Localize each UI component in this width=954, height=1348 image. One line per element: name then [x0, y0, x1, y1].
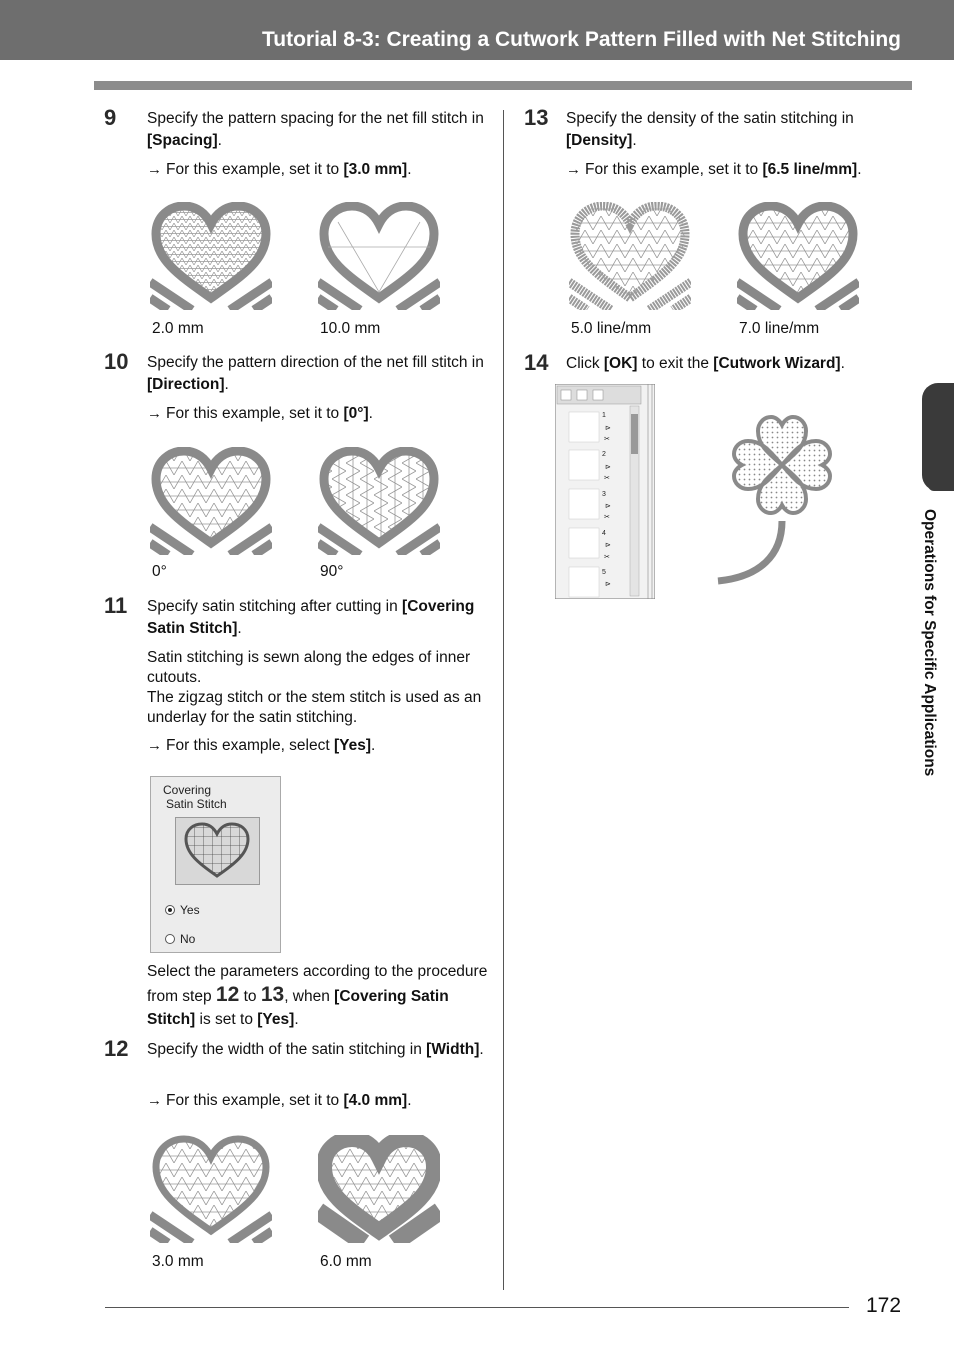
image-caption: 5.0 line/mm: [571, 320, 652, 337]
heart-sample-image: [150, 447, 272, 555]
step-number: 13: [524, 105, 549, 130]
column-divider: [503, 110, 504, 1290]
step-paragraph: Satin stitching is sewn along the edges of inner cutouts.: [147, 649, 471, 686]
footer-rule: [105, 1307, 849, 1308]
radio-no[interactable]: No: [165, 932, 195, 946]
step-note: → For this example, set it to [6.5 line/mm].: [566, 161, 862, 178]
step-note: → For this example, set it to [4.0 mm].: [147, 1092, 412, 1109]
heart-sample-image: [318, 447, 440, 555]
svg-text:2: 2: [602, 451, 606, 458]
heart-sample-image: [150, 202, 272, 310]
svg-text:1: 1: [602, 412, 606, 419]
svg-text:✂: ✂: [604, 514, 610, 521]
heart-sample-image: [318, 1135, 440, 1243]
heart-sample-image: [737, 202, 859, 310]
sewing-order-panel: [555, 384, 655, 599]
covering-satin-dialog: [150, 776, 281, 953]
step-text: Specify satin stitching after cutting in [Covering Satin Stitch].: [147, 598, 475, 637]
svg-text:⊳: ⊳: [605, 581, 611, 588]
clover-design-image: [710, 395, 850, 590]
chapter-tab: [922, 383, 954, 491]
image-caption: 3.0 mm: [152, 1253, 204, 1270]
svg-text:3: 3: [602, 491, 606, 498]
svg-text:✂: ✂: [604, 475, 610, 482]
heart-sample-image: [318, 202, 440, 310]
radio-yes[interactable]: Yes: [165, 903, 200, 917]
step-number: 14: [524, 350, 549, 375]
step-text: Specify the pattern direction of the net fill stitch in [Direction].: [147, 354, 484, 393]
step-paragraph: The zigzag stitch or the stem stitch is used as an underlay for the satin stitching.: [147, 689, 482, 726]
image-caption: 10.0 mm: [320, 320, 381, 337]
step-paragraph: Select the parameters according to the procedure from step 12 to 13, when [Covering Satin Stitch] is set to [Yes].: [147, 963, 488, 1028]
step-text: Specify the density of the satin stitching in [Density].: [566, 110, 854, 149]
svg-text:⊳: ⊳: [605, 425, 611, 432]
step-number: 10: [104, 349, 129, 374]
page-title: Tutorial 8-3: Creating a Cutwork Pattern Filled with Net Stitching: [262, 28, 901, 51]
step-text: Specify the width of the satin stitching in [Width].: [147, 1041, 484, 1058]
image-caption: 6.0 mm: [320, 1253, 372, 1270]
svg-text:⊳: ⊳: [605, 464, 611, 471]
image-caption: 90°: [320, 563, 344, 580]
heart-sample-image: [569, 202, 691, 310]
step-number: 9: [104, 105, 117, 130]
svg-text:⊳: ⊳: [605, 542, 611, 549]
step-text: Specify the pattern spacing for the net fill stitch in [Spacing].: [147, 110, 484, 149]
svg-text:5: 5: [602, 569, 606, 576]
svg-text:⊳: ⊳: [605, 503, 611, 510]
step-number: 11: [104, 593, 128, 618]
svg-text:4: 4: [602, 530, 606, 537]
page-number: 172: [866, 1294, 902, 1317]
image-caption: 0°: [152, 563, 167, 580]
heart-grid-icon: [176, 818, 259, 884]
header-rule: [94, 81, 912, 90]
heart-sample-image: [150, 1135, 272, 1243]
image-caption: 2.0 mm: [152, 320, 204, 337]
page-header: [0, 0, 954, 60]
image-caption: 7.0 line/mm: [739, 320, 820, 337]
step-number: 12: [104, 1036, 129, 1061]
step-text: Click [OK] to exit the [Cutwork Wizard].: [566, 355, 845, 372]
svg-text:✂: ✂: [604, 554, 610, 561]
step-note: → For this example, set it to [0°].: [147, 405, 373, 422]
chapter-label: Operations for Specific Applications: [921, 509, 938, 777]
step-note: → For this example, select [Yes].: [147, 737, 376, 754]
satin-preview: [175, 817, 260, 885]
dialog-label: Covering Satin Stitch: [163, 783, 227, 811]
step-note: → For this example, set it to [3.0 mm].: [147, 161, 412, 178]
svg-text:✂: ✂: [604, 436, 610, 443]
